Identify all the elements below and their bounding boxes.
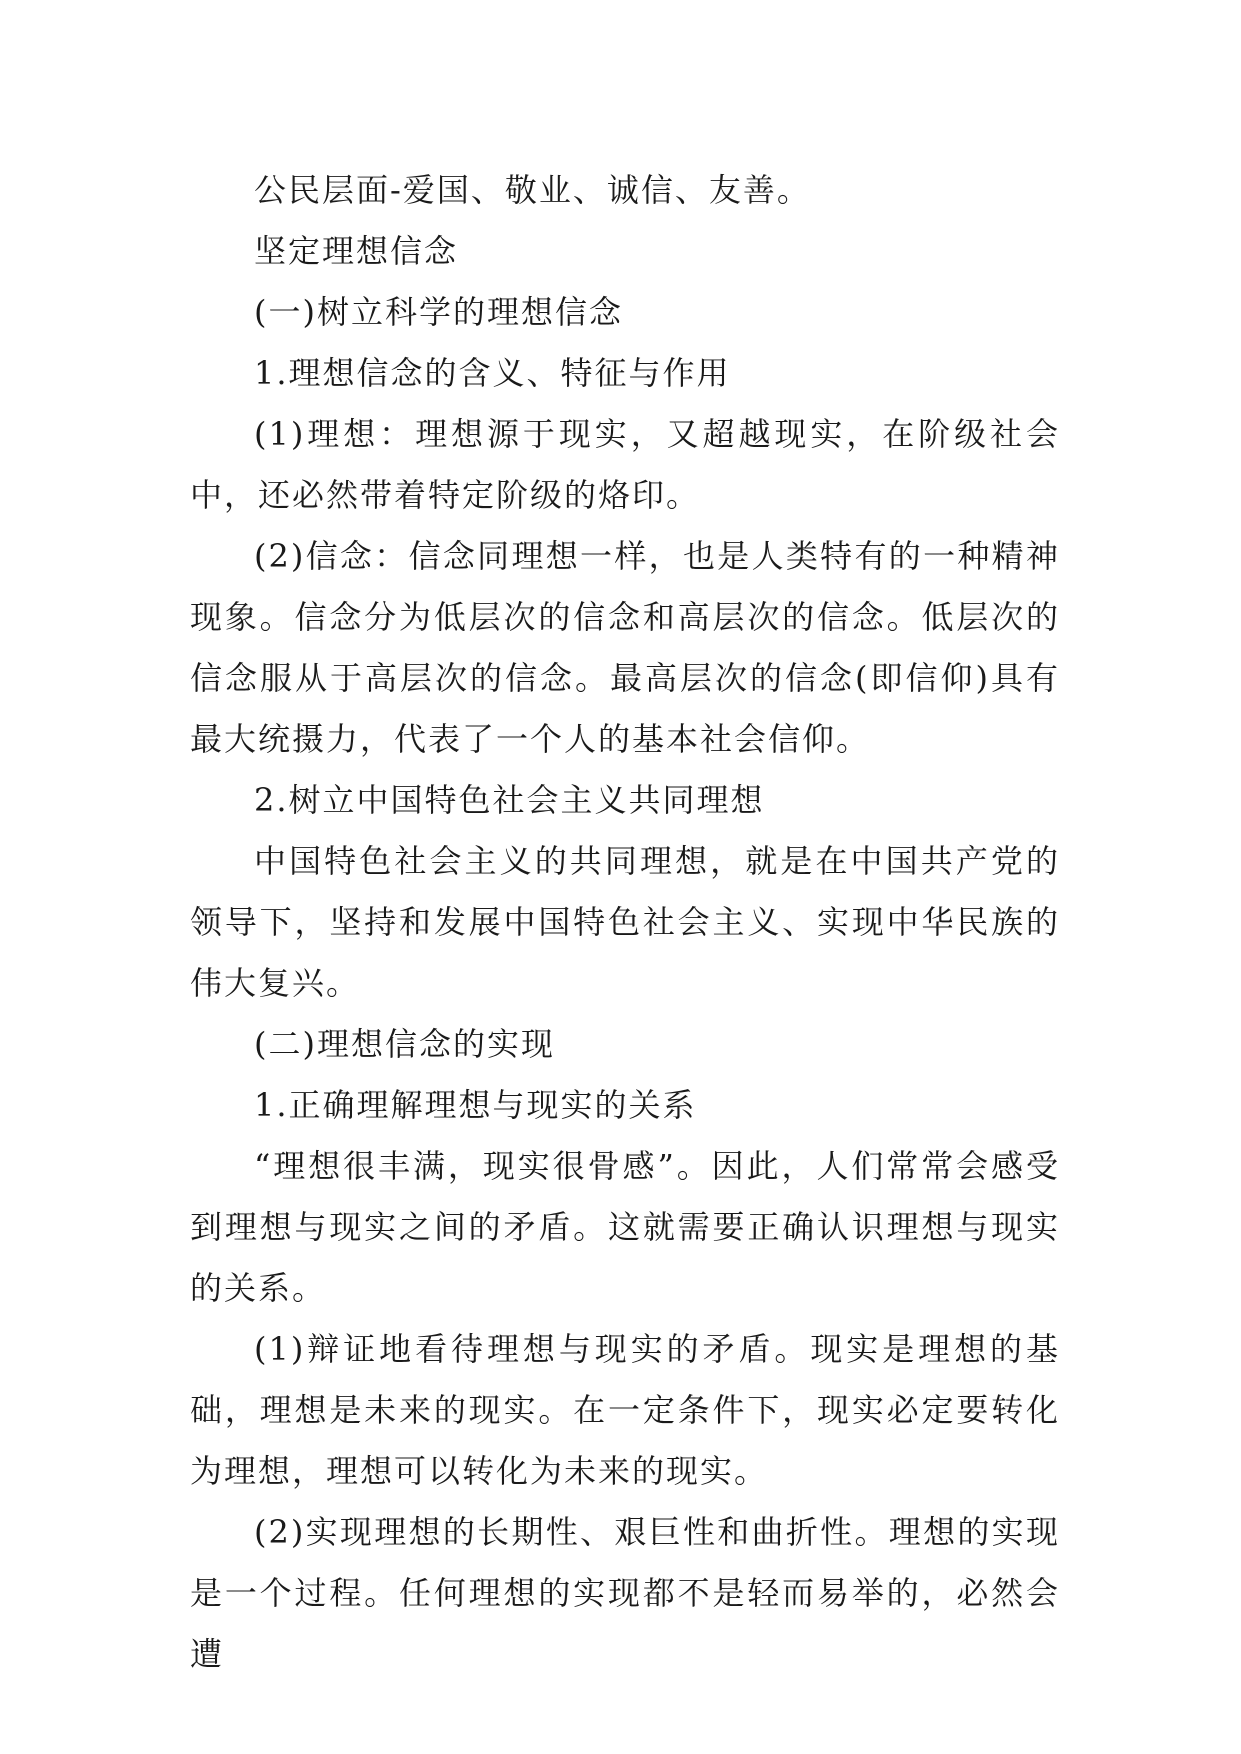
paragraph-dialectical-view: (1)辩证地看待理想与现实的矛盾。现实是理想的基础，理想是未来的现实。在一定条件下，现实必定要转化为理想，理想可以转化为未来的现实。: [190, 1330, 1060, 1490]
paragraph-ideal-definition: (1)理想：理想源于现实，又超越现实，在阶级社会中，还必然带着特定阶级的烙印。: [190, 415, 1060, 514]
paragraph-belief-definition: (2)信念：信念同理想一样，也是人类特有的一种精神现象。信念分为低层次的信念和高层次的信念。低层次的信念服从于高层次的信念。最高层次的信念(即信仰)具有最大统摄力，代表了一个人的基本社会信仰。: [190, 537, 1060, 758]
heading-section-1: (一)树立科学的理想信念: [254, 293, 623, 331]
paragraph-ideal-vs-reality: “理想很丰满，现实很骨感”。因此，人们常常会感受到理想与现实之间的矛盾。这就需要正确认识理想与现实的关系。: [190, 1147, 1060, 1307]
heading-firm-ideals: 坚定理想信念: [254, 232, 459, 270]
document-body: [190, 160, 1060, 1685]
heading-subsection-1-1: 1.理想信念的含义、特征与作用: [254, 354, 731, 392]
paragraph-citizen-level: 公民层面-爱国、敬业、诚信、友善。: [254, 171, 811, 209]
paragraph-common-ideal: 中国特色社会主义的共同理想，就是在中国共产党的领导下，坚持和发展中国特色社会主义、实现中华民族的伟大复兴。: [190, 842, 1060, 1002]
heading-subsection-2-1: 1.正确理解理想与现实的关系: [254, 1086, 697, 1124]
heading-section-2: (二)理想信念的实现: [254, 1025, 555, 1063]
paragraph-long-term-nature: (2)实现理想的长期性、艰巨性和曲折性。理想的实现是一个过程。任何理想的实现都不是轻而易举的，必然会遭: [190, 1513, 1060, 1673]
heading-subsection-1-2: 2.树立中国特色社会主义共同理想: [254, 781, 765, 819]
